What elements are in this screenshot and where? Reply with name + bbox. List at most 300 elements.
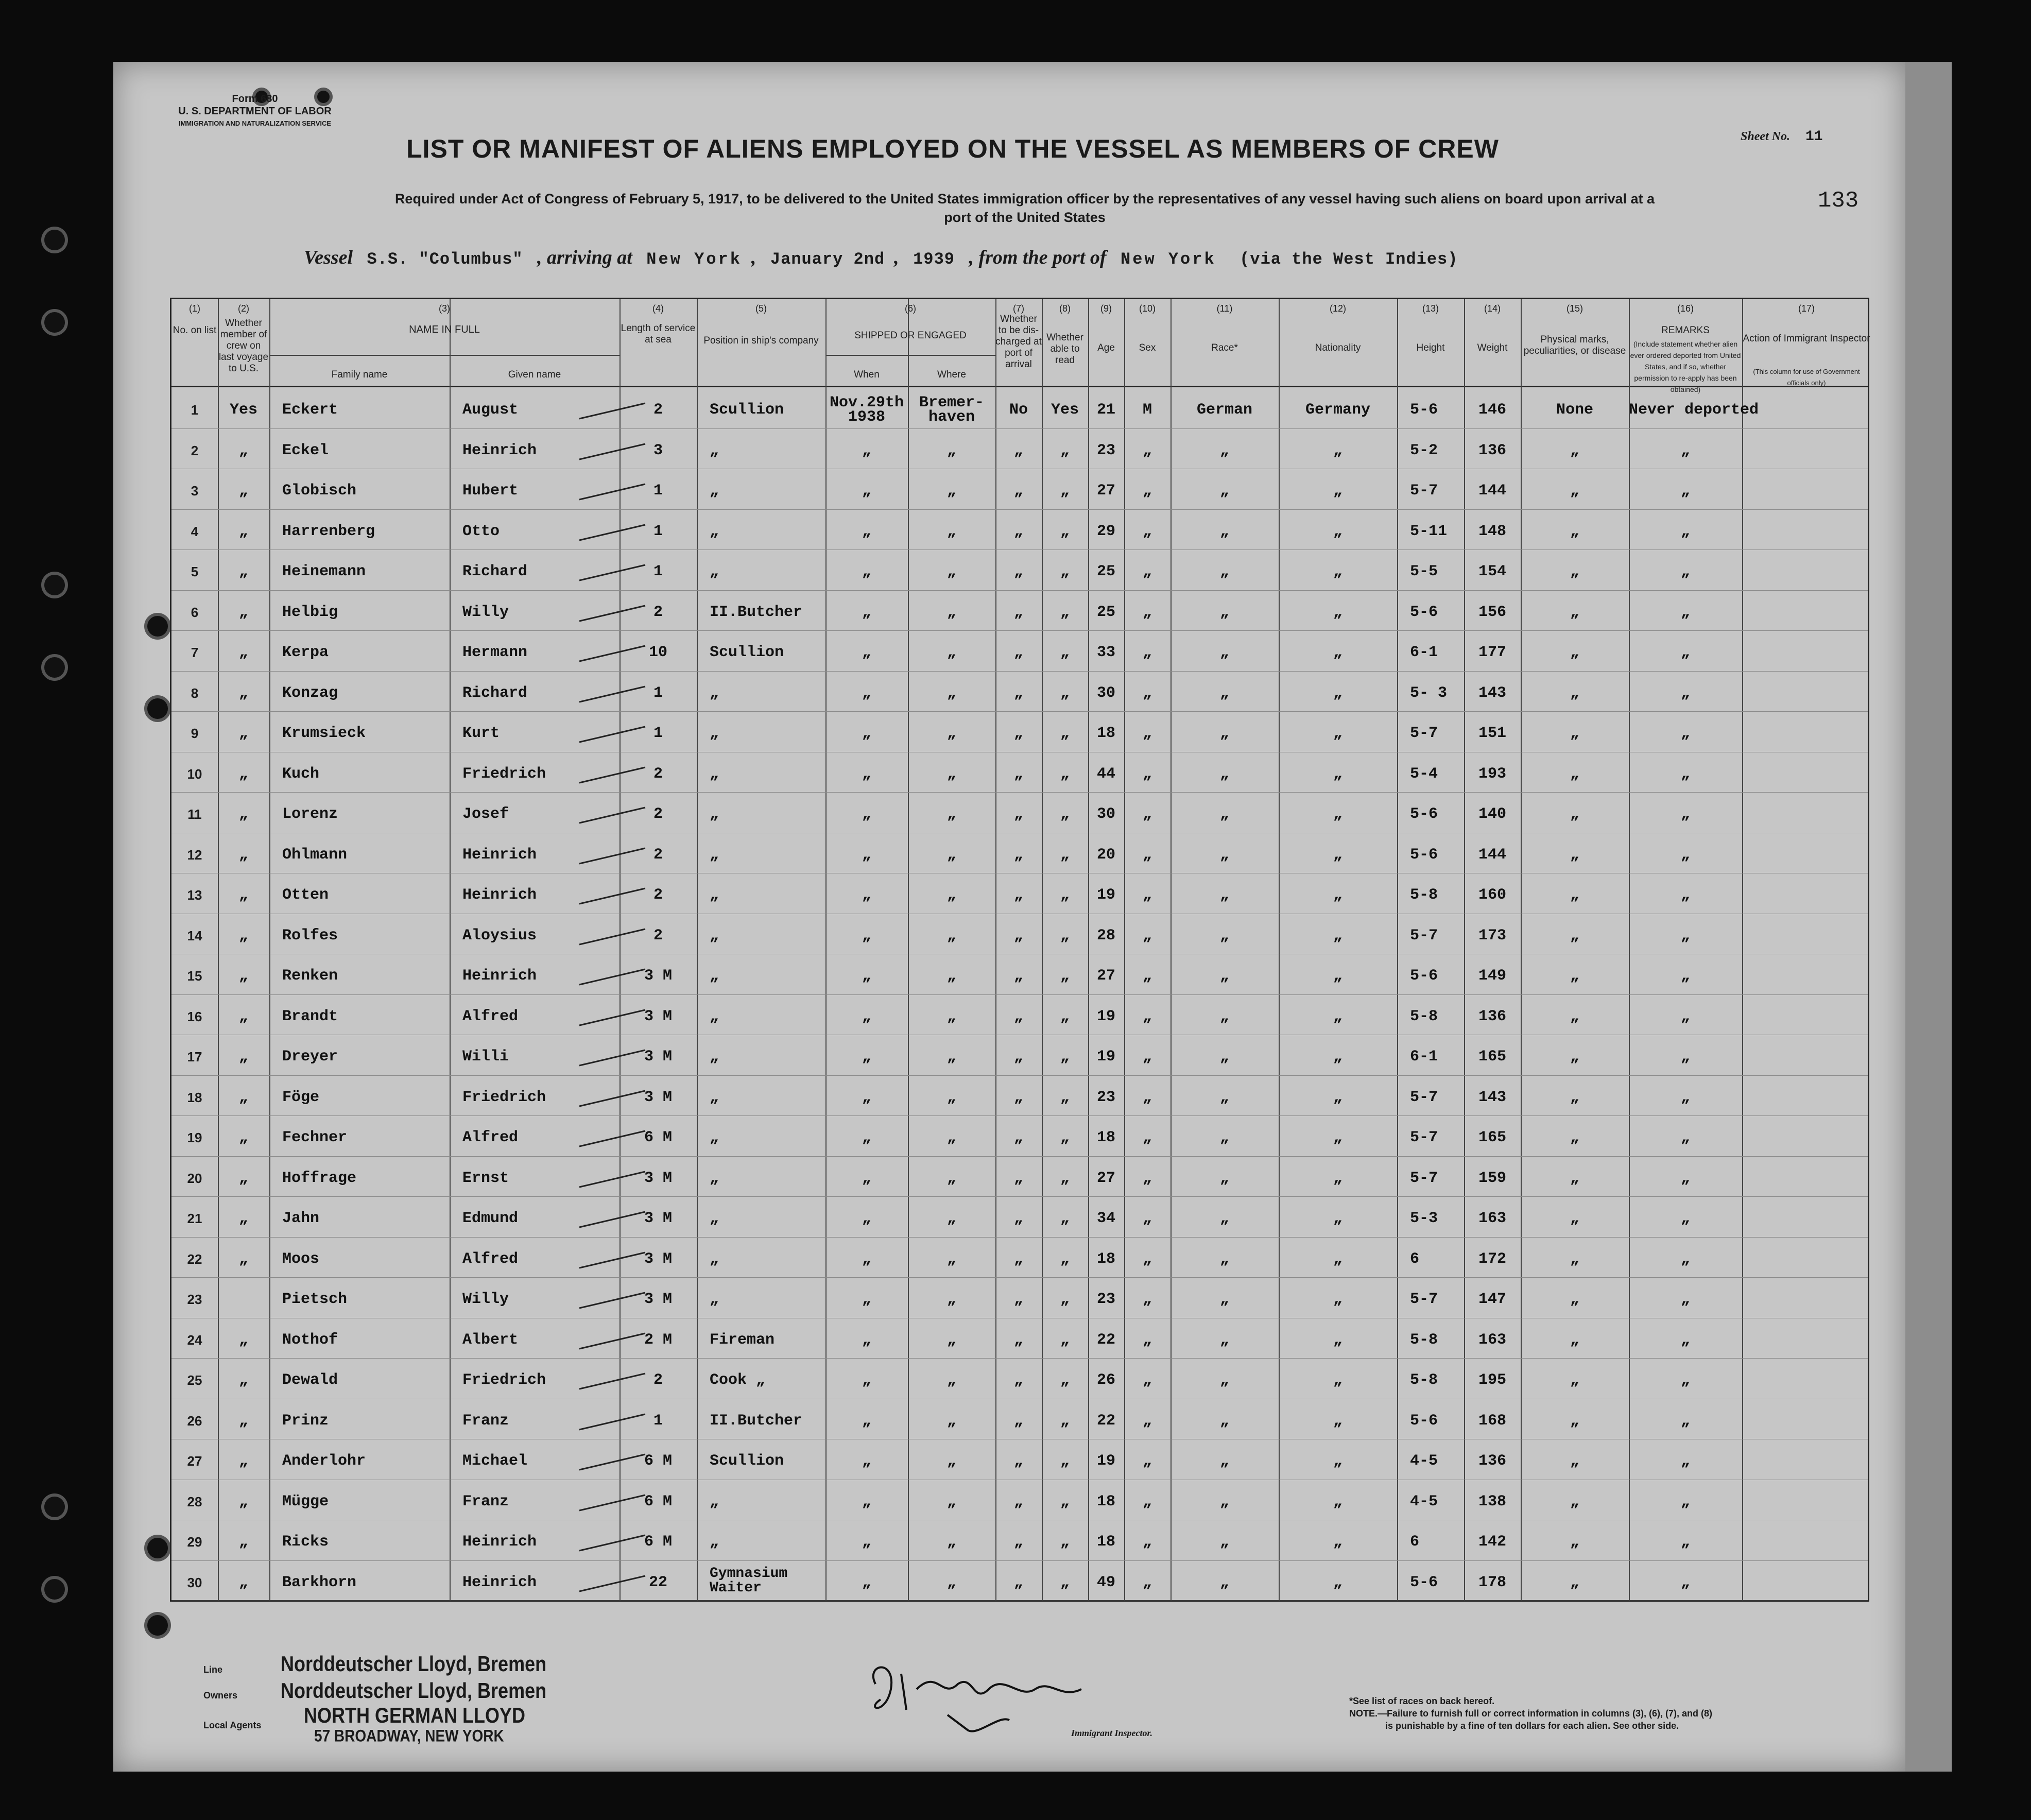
check-mark xyxy=(578,1532,650,1553)
header-sex: Sex xyxy=(1139,342,1156,353)
when-ditto-cell: „ xyxy=(862,805,871,823)
where-cell: Bremer- xyxy=(919,394,985,411)
family-name-cell: Eckert xyxy=(282,401,338,419)
age-cell: 21 xyxy=(1096,401,1115,419)
voyage-cell: „ xyxy=(238,967,248,985)
physical-marks-cell: „ xyxy=(1570,482,1579,500)
header-length-service: Length of service at sea xyxy=(621,323,696,345)
nationality-cell: „ xyxy=(1333,603,1342,621)
column-number: (13) xyxy=(1422,303,1439,314)
weight-cell: 160 xyxy=(1478,886,1506,904)
weight-cell: 136 xyxy=(1478,1007,1506,1025)
row-number: 23 xyxy=(187,1292,202,1307)
race-cell: „ xyxy=(1219,1048,1229,1066)
service-length-cell: 3 M xyxy=(644,1088,672,1106)
height-cell: 6 xyxy=(1410,1533,1420,1551)
race-cell: „ xyxy=(1219,1250,1229,1268)
header-shipped-engaged: SHIPPED OR ENGAGED xyxy=(854,330,967,341)
voyage-cell: „ xyxy=(238,563,248,580)
remarks-cell: „ xyxy=(1680,644,1690,661)
nationality-cell: „ xyxy=(1333,967,1342,985)
given-name-cell: Edmund xyxy=(462,1210,519,1227)
row-number: 13 xyxy=(187,887,202,903)
remarks-cell: Never deported xyxy=(1629,401,1759,419)
voyage-cell: „ xyxy=(238,441,248,459)
height-cell: 5-6 xyxy=(1410,846,1438,864)
able-to-read-cell: „ xyxy=(1060,563,1070,580)
able-to-read-cell: „ xyxy=(1060,441,1070,459)
header-height: Height xyxy=(1416,342,1445,353)
check-mark xyxy=(578,683,650,704)
nationality-cell: „ xyxy=(1333,1452,1342,1470)
weight-cell: 144 xyxy=(1478,846,1506,864)
when-ditto-cell: „ xyxy=(862,1250,871,1268)
race-cell: „ xyxy=(1219,1452,1229,1470)
age-cell: 19 xyxy=(1096,886,1115,904)
service-length-cell: 3 M xyxy=(644,1007,672,1025)
binder-hole xyxy=(144,695,171,722)
family-name-cell: Harrenberg xyxy=(282,522,375,540)
voyage-cell: „ xyxy=(238,1007,248,1025)
row-number: 29 xyxy=(187,1534,202,1550)
race-cell: „ xyxy=(1219,725,1229,742)
given-name-cell: Franz xyxy=(462,1492,509,1510)
voyage-cell: „ xyxy=(238,1129,248,1146)
binder-hole xyxy=(41,572,68,598)
race-cell: „ xyxy=(1219,1088,1229,1106)
physical-marks-cell: „ xyxy=(1570,805,1579,823)
column-number: (14) xyxy=(1484,303,1501,314)
age-cell: 28 xyxy=(1096,926,1115,945)
where-ditto-cell: „ xyxy=(946,1452,956,1470)
sex-cell: „ xyxy=(1142,644,1152,661)
height-cell: 5-7 xyxy=(1410,1169,1438,1187)
owners-label: Owners xyxy=(203,1690,238,1701)
vessel-label: Vessel xyxy=(304,247,353,268)
manifest-table xyxy=(170,298,1869,1602)
column-divider xyxy=(269,299,270,1600)
column-number: (10) xyxy=(1139,303,1156,314)
race-cell: „ xyxy=(1219,1007,1229,1025)
remarks-cell: „ xyxy=(1680,926,1690,945)
position-cell: „ xyxy=(710,926,719,945)
family-name-cell: Ohlmann xyxy=(282,846,348,864)
when-ditto-cell: „ xyxy=(862,1169,871,1187)
where-ditto-cell: „ xyxy=(946,1210,956,1227)
header-nationality: Nationality xyxy=(1315,342,1361,353)
column-number: (16) xyxy=(1677,303,1694,314)
where-ditto-cell: „ xyxy=(946,1492,956,1510)
service-length-cell: 2 xyxy=(653,886,663,904)
service-length-cell: 2 xyxy=(653,1371,663,1389)
row-number: 12 xyxy=(187,847,202,863)
weight-cell: 136 xyxy=(1478,1452,1506,1470)
age-cell: 20 xyxy=(1096,846,1115,864)
physical-marks-cell: „ xyxy=(1570,725,1579,742)
family-name-cell: Lorenz xyxy=(282,805,338,823)
service-length-cell: 3 M xyxy=(644,1048,672,1066)
remarks-cell: „ xyxy=(1680,1291,1690,1308)
given-name-cell: Heinrich xyxy=(462,967,537,985)
able-to-read-cell: „ xyxy=(1060,926,1070,945)
sex-cell: „ xyxy=(1142,1007,1152,1025)
nationality-cell: „ xyxy=(1333,1291,1342,1308)
age-cell: 18 xyxy=(1096,1129,1115,1146)
family-name-cell: Otten xyxy=(282,886,329,904)
height-cell: 5-4 xyxy=(1410,765,1438,783)
when-ditto-cell: „ xyxy=(862,1007,871,1025)
weight-cell: 149 xyxy=(1478,967,1506,985)
agents-value-1: NORTH GERMAN LLOYD xyxy=(304,1703,525,1727)
check-mark xyxy=(578,643,650,663)
voyage-cell: „ xyxy=(238,684,248,702)
where-ditto-cell: „ xyxy=(946,522,956,540)
check-mark xyxy=(578,1492,650,1513)
physical-marks-cell: „ xyxy=(1570,1007,1579,1025)
row-number: 19 xyxy=(187,1130,202,1145)
where-ditto-cell: „ xyxy=(946,1007,956,1025)
race-cell: „ xyxy=(1219,644,1229,661)
physical-marks-cell: „ xyxy=(1570,967,1579,985)
table-row xyxy=(171,711,1868,712)
age-cell: 18 xyxy=(1096,1533,1115,1551)
race-cell: „ xyxy=(1219,1412,1229,1430)
header-action-inspector: Action of Immigrant Inspector xyxy=(1743,333,1870,344)
sex-cell: „ xyxy=(1142,1291,1152,1308)
physical-marks-cell: „ xyxy=(1570,1048,1579,1066)
weight-cell: 154 xyxy=(1478,563,1506,580)
row-number: 27 xyxy=(187,1453,202,1469)
physical-marks-cell: „ xyxy=(1570,1210,1579,1227)
able-to-read-cell: „ xyxy=(1060,482,1070,500)
weight-cell: 148 xyxy=(1478,522,1506,540)
table-row xyxy=(171,428,1868,429)
sex-cell: „ xyxy=(1142,684,1152,702)
binder-hole xyxy=(41,227,68,253)
height-cell: 5-6 xyxy=(1410,805,1438,823)
given-name-cell: Heinrich xyxy=(462,846,537,864)
race-cell: „ xyxy=(1219,765,1229,783)
able-to-read-cell: „ xyxy=(1060,1533,1070,1551)
discharged-cell: „ xyxy=(1013,684,1023,702)
binder-hole xyxy=(41,1493,68,1520)
voyage-cell: „ xyxy=(238,1331,248,1349)
sex-cell: „ xyxy=(1142,441,1152,459)
position-cell: „ xyxy=(710,1210,719,1227)
given-name-cell: Hermann xyxy=(462,644,528,661)
voyage-cell: „ xyxy=(238,1533,248,1551)
weight-cell: 143 xyxy=(1478,684,1506,702)
agents-value-2: 57 BROADWAY, NEW YORK xyxy=(314,1726,504,1745)
family-name-cell: Rolfes xyxy=(282,926,338,945)
voyage-cell: „ xyxy=(238,886,248,904)
age-cell: 25 xyxy=(1096,603,1115,621)
column-number: (12) xyxy=(1329,303,1346,314)
weight-cell: 178 xyxy=(1478,1573,1506,1591)
binder-hole xyxy=(144,1612,171,1639)
check-mark xyxy=(578,1128,650,1148)
given-name-cell: Willi xyxy=(462,1048,509,1066)
subtitle-line-1: Required under Act of Congress of February 5, 1917, to be delivered to the United States immigration officer by the representatives of any vessel having such aliens on board upon arrival at a xyxy=(394,191,1655,207)
able-to-read-cell: „ xyxy=(1060,1169,1070,1187)
given-name-cell: Otto xyxy=(462,522,500,540)
table-row xyxy=(171,1075,1868,1076)
position-cell: Scullion xyxy=(710,1452,784,1470)
table-row xyxy=(171,671,1868,672)
where-ditto-cell: „ xyxy=(946,926,956,945)
position-cell: „ xyxy=(710,967,719,985)
table-row xyxy=(171,1196,1868,1197)
voyage-cell: „ xyxy=(238,1048,248,1066)
when-ditto-cell: „ xyxy=(862,1291,871,1308)
given-name-cell: Heinrich xyxy=(462,1533,537,1551)
voyage-cell: „ xyxy=(238,846,248,864)
position-cell: „ xyxy=(710,1048,719,1066)
height-cell: 5-8 xyxy=(1410,1371,1438,1389)
header-able-to-read: Whether able to read xyxy=(1046,332,1083,366)
subtitle-line-2: port of the United States xyxy=(944,210,1106,225)
weight-cell: 138 xyxy=(1478,1492,1506,1510)
family-name-cell: Anderlohr xyxy=(282,1452,366,1470)
position-cell: „ xyxy=(710,1129,719,1146)
sheet-number xyxy=(1741,129,1823,145)
family-name-cell: Jahn xyxy=(282,1210,320,1227)
service-length-cell: 3 M xyxy=(644,967,672,985)
column-divider xyxy=(1742,299,1743,1600)
sex-cell: „ xyxy=(1142,1048,1152,1066)
nationality-cell: „ xyxy=(1333,765,1342,783)
physical-marks-cell: „ xyxy=(1570,886,1579,904)
row-number: 24 xyxy=(187,1332,202,1348)
when-ditto-cell: „ xyxy=(862,1048,871,1066)
age-cell: 23 xyxy=(1096,1291,1115,1308)
nationality-cell: „ xyxy=(1333,1048,1342,1066)
weight-cell: 173 xyxy=(1478,926,1506,945)
voyage-cell: „ xyxy=(238,1210,248,1227)
column-number: (8) xyxy=(1059,303,1071,314)
check-mark xyxy=(578,885,650,906)
sheet-number-value: 11 xyxy=(1805,129,1823,145)
where-cell: haven xyxy=(928,408,975,426)
age-cell: 19 xyxy=(1096,1452,1115,1470)
age-cell: 22 xyxy=(1096,1412,1115,1430)
column-number: (5) xyxy=(755,303,767,314)
voyage-cell: „ xyxy=(238,1088,248,1106)
when-ditto-cell: „ xyxy=(862,1129,871,1146)
family-name-cell: Prinz xyxy=(282,1412,329,1430)
physical-marks-cell: „ xyxy=(1570,846,1579,864)
family-name-cell: Pietsch xyxy=(282,1291,348,1308)
header-name-in-full: NAME IN FULL xyxy=(409,324,480,335)
check-mark xyxy=(578,804,650,825)
discharged-cell: „ xyxy=(1013,644,1023,661)
physical-marks-cell: „ xyxy=(1570,441,1579,459)
family-name-cell: Nothof xyxy=(282,1331,338,1349)
position-cell: II.Butcher xyxy=(710,1412,803,1430)
when-ditto-cell: „ xyxy=(862,1210,871,1227)
weight-cell: 165 xyxy=(1478,1048,1506,1066)
physical-marks-cell: „ xyxy=(1570,1371,1579,1389)
given-name-cell: Albert xyxy=(462,1331,519,1349)
via-note: (via the West Indies) xyxy=(1240,250,1458,269)
check-mark xyxy=(578,1007,650,1027)
discharged-cell: „ xyxy=(1013,1250,1023,1268)
check-mark xyxy=(578,1088,650,1108)
remarks-cell: „ xyxy=(1680,1088,1690,1106)
when-ditto-cell: „ xyxy=(862,967,871,985)
height-cell: 5-11 xyxy=(1410,522,1448,540)
remarks-cell: „ xyxy=(1680,846,1690,864)
able-to-read-cell: „ xyxy=(1060,1291,1070,1308)
age-cell: 26 xyxy=(1096,1371,1115,1389)
check-mark xyxy=(578,1451,650,1472)
discharged-cell: „ xyxy=(1013,1371,1023,1389)
discharged-cell: „ xyxy=(1013,1048,1023,1066)
when-ditto-cell: „ xyxy=(862,1412,871,1430)
height-cell: 5-8 xyxy=(1410,886,1438,904)
when-ditto-cell: „ xyxy=(862,1088,871,1106)
header-age: Age xyxy=(1097,342,1115,353)
check-mark xyxy=(578,603,650,623)
age-cell: 27 xyxy=(1096,1169,1115,1187)
family-name-cell: Helbig xyxy=(282,603,338,621)
able-to-read-cell: „ xyxy=(1060,725,1070,742)
weight-cell: 156 xyxy=(1478,603,1506,621)
sex-cell: „ xyxy=(1142,1331,1152,1349)
physical-marks-cell: „ xyxy=(1570,1573,1579,1591)
document-title: LIST OR MANIFEST OF ALIENS EMPLOYED ON THE VESSEL AS MEMBERS OF CREW xyxy=(406,134,1499,163)
when-ditto-cell: „ xyxy=(862,1452,871,1470)
sex-cell: „ xyxy=(1142,603,1152,621)
able-to-read-cell: „ xyxy=(1060,1412,1070,1430)
check-mark xyxy=(578,845,650,866)
discharged-cell: „ xyxy=(1013,1331,1023,1349)
from-port: New York xyxy=(1121,250,1216,269)
weight-cell: 144 xyxy=(1478,482,1506,500)
nationality-cell: „ xyxy=(1333,805,1342,823)
height-cell: 5-8 xyxy=(1410,1331,1438,1349)
where-ditto-cell: „ xyxy=(946,441,956,459)
binder-hole xyxy=(144,613,171,640)
height-cell: 4-5 xyxy=(1410,1452,1438,1470)
able-to-read-cell: Yes xyxy=(1051,401,1079,419)
height-cell: 5-6 xyxy=(1410,1412,1438,1430)
sex-cell: „ xyxy=(1142,522,1152,540)
service-length-cell: 3 M xyxy=(644,1210,672,1227)
age-cell: 18 xyxy=(1096,725,1115,742)
penalty-note-2: is punishable by a fine of ten dollars for each alien. See other side. xyxy=(1385,1721,1679,1731)
check-mark xyxy=(578,764,650,785)
position-cell: Scullion xyxy=(710,644,784,661)
where-ditto-cell: „ xyxy=(946,1371,956,1389)
service-length-cell: 1 xyxy=(653,563,663,580)
family-name-cell: Fechner xyxy=(282,1129,348,1146)
remarks-cell: „ xyxy=(1680,441,1690,459)
table-row xyxy=(171,1156,1868,1157)
when-ditto-cell: „ xyxy=(862,886,871,904)
table-row xyxy=(171,1277,1868,1278)
race-cell: „ xyxy=(1219,1371,1229,1389)
sex-cell: „ xyxy=(1142,1169,1152,1187)
discharged-cell: „ xyxy=(1013,1573,1023,1591)
document-subtitle xyxy=(268,190,1782,227)
position-cell: Scullion xyxy=(710,401,784,419)
where-ditto-cell: „ xyxy=(946,1533,956,1551)
remarks-cell: „ xyxy=(1680,1048,1690,1066)
family-name-cell: Konzag xyxy=(282,684,338,702)
discharged-cell: „ xyxy=(1013,1088,1023,1106)
family-name-cell: Heinemann xyxy=(282,563,366,580)
physical-marks-cell: „ xyxy=(1570,1088,1579,1106)
age-cell: 18 xyxy=(1096,1250,1115,1268)
weight-cell: 151 xyxy=(1478,725,1506,742)
weight-cell: 136 xyxy=(1478,441,1506,459)
given-name-cell: Friedrich xyxy=(462,765,546,783)
column-number: (15) xyxy=(1566,303,1583,314)
when-ditto-cell: „ xyxy=(862,644,871,661)
able-to-read-cell: „ xyxy=(1060,1048,1070,1066)
height-cell: 5-7 xyxy=(1410,482,1438,500)
service-length-cell: 6 M xyxy=(644,1492,672,1510)
form-identifier xyxy=(175,93,335,130)
binder-hole xyxy=(41,309,68,336)
vessel-name: S.S. "Columbus" xyxy=(367,250,523,269)
able-to-read-cell: „ xyxy=(1060,1210,1070,1227)
height-cell: 6 xyxy=(1410,1250,1420,1268)
nationality-cell: „ xyxy=(1333,563,1342,580)
able-to-read-cell: „ xyxy=(1060,1371,1070,1389)
remarks-cell: „ xyxy=(1680,1573,1690,1591)
height-cell: 6-1 xyxy=(1410,1048,1438,1066)
where-ditto-cell: „ xyxy=(946,886,956,904)
discharged-cell: „ xyxy=(1013,1492,1023,1510)
row-number: 2 xyxy=(191,442,199,458)
check-mark xyxy=(578,724,650,744)
height-cell: 5-7 xyxy=(1410,725,1438,742)
header-action-sub: (This column for use of Government officials only) xyxy=(1753,368,1860,387)
age-cell: 49 xyxy=(1096,1573,1115,1591)
header-given-name: Given name xyxy=(508,369,561,380)
given-name-cell: Friedrich xyxy=(462,1088,546,1106)
line-value: Norddeutscher Lloyd, Bremen xyxy=(281,1651,547,1676)
where-ditto-cell: „ xyxy=(946,603,956,621)
given-name-cell: Heinrich xyxy=(462,886,537,904)
race-cell: „ xyxy=(1219,1129,1229,1146)
check-mark xyxy=(578,562,650,582)
able-to-read-cell: „ xyxy=(1060,1250,1070,1268)
age-cell: 34 xyxy=(1096,1210,1115,1227)
physical-marks-cell: „ xyxy=(1570,1129,1579,1146)
nationality-cell: „ xyxy=(1333,1573,1342,1591)
height-cell: 5-3 xyxy=(1410,1210,1438,1227)
page-number: 133 xyxy=(1818,188,1859,214)
voyage-cell: „ xyxy=(238,805,248,823)
binder-hole xyxy=(41,654,68,681)
check-mark xyxy=(578,522,650,542)
given-name-cell: Alfred xyxy=(462,1129,519,1146)
given-name-cell: Willy xyxy=(462,1291,509,1308)
remarks-cell: „ xyxy=(1680,482,1690,500)
column-number: (11) xyxy=(1216,303,1233,314)
age-cell: 30 xyxy=(1096,805,1115,823)
header-underline xyxy=(825,355,995,356)
sex-cell: „ xyxy=(1142,967,1152,985)
height-cell: 5-5 xyxy=(1410,563,1438,580)
weight-cell: 165 xyxy=(1478,1129,1506,1146)
age-cell: 18 xyxy=(1096,1492,1115,1510)
service-length-cell: 2 M xyxy=(644,1331,672,1349)
arrival-year: 1939 xyxy=(913,250,955,269)
